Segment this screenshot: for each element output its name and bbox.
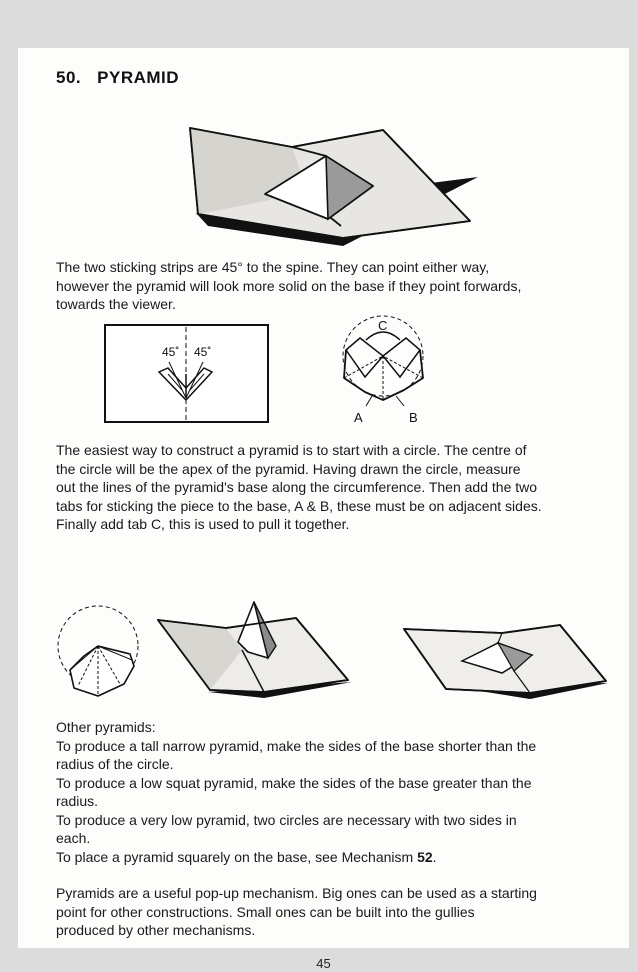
tab-a-label: A bbox=[354, 410, 363, 425]
text-line: radius. bbox=[56, 793, 99, 809]
paragraph-strips bbox=[56, 258, 521, 314]
section-title: PYRAMID bbox=[97, 68, 180, 87]
mechanism-reference: 52 bbox=[417, 848, 433, 865]
paragraph-other-pyramids bbox=[56, 718, 536, 866]
angle-label-left: 45˚ bbox=[162, 345, 180, 359]
text-line: To produce a tall narrow pyramid, make the sides of the base shorter than the bbox=[56, 737, 537, 754]
text-line: however the pyramid will look more solid on the base if they point forwards, bbox=[56, 277, 522, 294]
text-line: Finally add tab C, this is used to pull it together. bbox=[56, 516, 350, 532]
tab-b-label: B bbox=[409, 410, 418, 425]
tall-pyramid-illustration bbox=[156, 600, 356, 700]
text-line: Pyramids are a useful pop-up mechanism. Big ones can be used as a starting bbox=[56, 885, 537, 901]
base-angle-diagram bbox=[104, 324, 270, 424]
page-number: 45 bbox=[316, 956, 331, 971]
text-line: each. bbox=[56, 830, 91, 846]
text-line: To produce a low squat pyramid, make the sides of the base greater than the bbox=[56, 774, 532, 791]
paragraph-construction bbox=[56, 441, 542, 534]
book-page bbox=[18, 48, 629, 971]
small-circle-net bbox=[54, 604, 144, 702]
text-line: radius of the circle. bbox=[56, 756, 174, 772]
text-line: The easiest way to construct a pyramid is to start with a circle. The centre of bbox=[56, 442, 527, 458]
subheading: Other pyramids: bbox=[56, 719, 156, 735]
text-line: out the lines of the pyramid's base along the circumference. Then add the two bbox=[56, 479, 538, 495]
text-line: the circle will be the apex of the pyramid. Having drawn the circle, measure bbox=[56, 460, 521, 477]
paragraph-uses bbox=[56, 884, 537, 940]
text-line: The two sticking strips are 45° to the spine. They can point either way, bbox=[56, 259, 490, 275]
text-line: produced by other mechanisms. bbox=[56, 922, 256, 938]
low-pyramid-illustration bbox=[402, 621, 612, 701]
text-line: To produce a very low pyramid, two circles are necessary with two sides in bbox=[56, 811, 517, 828]
text-line: tabs for sticking the piece to the base, A & B, these must be on adjacent sides. bbox=[56, 497, 542, 514]
pyramid-popup-illustration bbox=[188, 126, 488, 251]
section-heading bbox=[56, 68, 179, 88]
angle-label-right: 45˚ bbox=[194, 345, 212, 359]
section-number: 50. bbox=[56, 68, 82, 87]
text-line: point for other constructions. Small ones can be built into the gullies bbox=[56, 903, 475, 920]
text-line: towards the viewer. bbox=[56, 296, 176, 312]
tab-c-label: C bbox=[378, 318, 388, 333]
circle-net-diagram bbox=[332, 310, 442, 428]
text-fragment: . bbox=[432, 848, 437, 865]
text-line-mechanism-ref bbox=[56, 848, 536, 867]
text-fragment: To place a pyramid squarely on the base, see Mechanism bbox=[56, 848, 418, 865]
